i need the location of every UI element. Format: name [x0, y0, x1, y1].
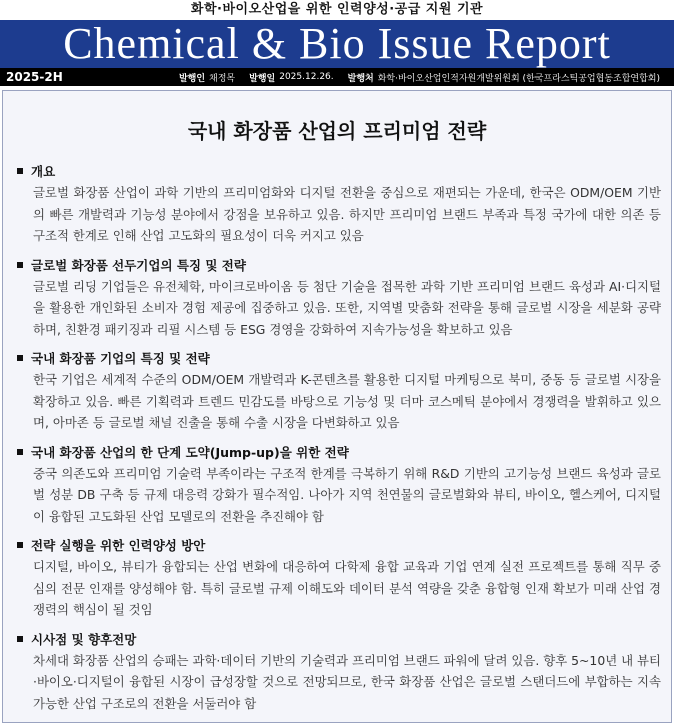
section-jump-up-strategy: [13, 443, 661, 528]
issue-number: 2025-2H: [6, 70, 63, 84]
section-body: 글로벌 리딩 기업들은 유전체학, 마이크로바이옴 등 첨단 기술을 접목한 과학 기반 프리미엄 브랜드 육성과 AI·디지털을 활용한 개인화된 소비자 경험 제공에 집중하고 있음. 또한, 지역별 맞춤화 전략을 통해 글로벌 시장을 세분화 공략하며, 친환경 패키징과 리필 시스템 등 ESG 경영을 강화하여 지속가능성을 확보하고 있음: [33, 278, 661, 337]
section-heading: [13, 349, 661, 367]
section-global-leaders: [13, 256, 661, 341]
section-heading-text: 글로벌 화장품 선두기업의 특징 및 전략: [31, 257, 246, 273]
square-bullet-icon: [17, 168, 23, 174]
section-heading-text: 국내 화장품 산업의 한 단계 도약(Jump-up)을 위한 전략: [31, 444, 349, 460]
section-body: 디지털, 바이오, 뷰티가 융합되는 산업 변화에 대응하여 다학제 융합 교육과 기업 연계 실전 프로젝트를 통해 직무 중심의 전문 인재를 양성해야 함. 특히 글로벌 규제 이해도와 데이터 분석 역량을 갖춘 융합형 인재 확보가 미래 산업 경쟁력의 핵심이 될 것임: [33, 559, 661, 617]
issuer-label: 발행처: [347, 73, 374, 84]
section-overview: [13, 162, 661, 247]
document-title: 국내 화장품 산업의 프리미엄 전략: [187, 119, 487, 143]
section-heading: [13, 630, 661, 648]
section-heading-text: 전략 실행을 위한 인력양성 방안: [31, 538, 206, 553]
report-title: Chemical & Bio Issue Report: [0, 20, 674, 68]
section-heading: [13, 536, 661, 554]
publish-date: 2025.12.26.: [279, 72, 334, 82]
issuer-name: 화학·바이오산업인적자원개발위원회 (한국프라스틱공업협동조합연합회): [377, 73, 660, 84]
section-body: 글로벌 화장품 산업이 과학 기반의 프리미엄화와 디지털 전환을 중심으로 재편되는 가운데, 한국은 ODM/OEM 기반의 빠른 개발력과 기능성 분야에서 강점을 보유하고 있음. 하지만 프리미엄 브랜드 부족과 특정 국가에 대한 의존 등 구조적 한계로 인해 산업 고도화의 필요성이 더욱 커지고 있음: [33, 185, 661, 243]
section-heading-text: 시사점 및 향후전망: [31, 631, 137, 647]
organization-banner: 화학·바이오산업을 위한 인력양성·공급 지원 기관: [190, 2, 484, 17]
publisher-label: 발행인: [178, 73, 206, 84]
section-body: 한국 기업은 세계적 수준의 ODM/OEM 개발력과 K-콘텐츠를 활용한 디지털 마케팅으로 북미, 중동 등 글로벌 시장을 확장하고 있음. 빠른 기획력과 트렌드 민감도를 바탕으로 기능성 및 더마 코스메틱 분야에서 경쟁력을 발휘하고 있으며, 아마존 등 글로벌 채널 진출을 통해 수출 시장을 다변화하고 있음: [33, 372, 661, 430]
square-bullet-icon: [17, 262, 23, 268]
document-body: [2, 90, 672, 723]
section-domestic-companies: [13, 349, 661, 434]
date-label: 발행일: [249, 73, 276, 84]
square-bullet-icon: [17, 636, 23, 642]
section-heading: [13, 162, 661, 180]
square-bullet-icon: [17, 355, 23, 361]
section-body: 중국 의존도와 프리미엄 기술력 부족이라는 구조적 한계를 극복하기 위해 R&D 기반의 고기능성 브랜드 육성과 글로벌 성분 DB 구축 등 규제 대응력 강화가 필수적임. 나아가 지역 천연물의 글로벌화와 뷰티, 바이오, 헬스케어, 디지털이 융합된 고도화된 산업 모델로의 전환을 추진해야 함: [33, 465, 661, 524]
section-heading-text: 국내 화장품 기업의 특징 및 전략: [31, 351, 210, 366]
issue-info-bar: [0, 68, 674, 86]
square-bullet-icon: [17, 449, 23, 455]
section-heading: [13, 256, 661, 274]
section-heading: [13, 443, 661, 461]
square-bullet-icon: [17, 542, 23, 548]
section-implications-outlook: [13, 630, 661, 715]
section-workforce-development: [13, 536, 661, 621]
section-body: 차세대 화장품 산업의 승패는 과학·데이터 기반의 기술력과 프리미엄 브랜드 파워에 달려 있음. 향후 5~10년 내 뷰티·바이오·디지털이 융합된 시장이 급성장할 것으로 전망되므로, 한국 화장품 산업은 글로벌 스탠더드에 부합하는 지속 가능한 산업 구조로의 전환을 서둘러야 함: [33, 652, 661, 711]
publisher-name: 채정목: [209, 73, 236, 84]
section-heading-text: 개요: [31, 164, 56, 179]
